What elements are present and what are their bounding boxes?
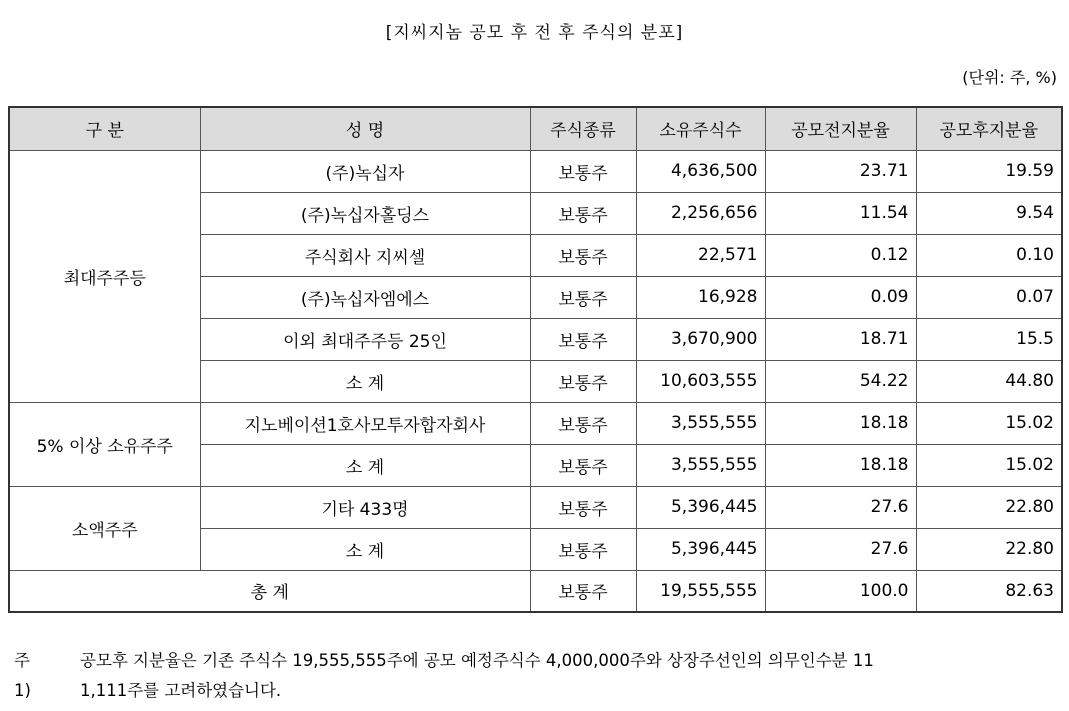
header-category: 구 분 <box>9 107 200 150</box>
cell-post: 22.80 <box>916 528 1062 570</box>
cell-pre: 11.54 <box>765 192 916 234</box>
cell-shares: 16,928 <box>636 276 765 318</box>
cell-shares: 3,670,900 <box>636 318 765 360</box>
footnote-line-1: 공모후 지분율은 기존 주식수 19,555,555주에 공모 예정주식수 4,000,000주와 상장주선인의 의무인수분 11 <box>80 651 874 670</box>
cell-pre: 18.18 <box>765 402 916 444</box>
table-header-row <box>9 107 1062 150</box>
cell-shares: 4,636,500 <box>636 150 765 192</box>
cell-post: 0.10 <box>916 234 1062 276</box>
cell-type: 보통주 <box>530 444 636 486</box>
group-minority-holders: 소액주주 <box>9 486 200 570</box>
cell-shares: 5,396,445 <box>636 528 765 570</box>
cell-type: 보통주 <box>530 402 636 444</box>
cell-type: 보통주 <box>530 486 636 528</box>
cell-name: 이외 최대주주등 25인 <box>200 318 530 360</box>
cell-post: 19.59 <box>916 150 1062 192</box>
group-five-percent-holders: 5% 이상 소유주주 <box>9 402 200 486</box>
cell-pre: 54.22 <box>765 360 916 402</box>
header-post-ipo-ratio: 공모후지분율 <box>916 107 1062 150</box>
total-label: 총 계 <box>9 570 530 612</box>
cell-pre: 27.6 <box>765 528 916 570</box>
cell-pre: 0.12 <box>765 234 916 276</box>
share-distribution-table <box>8 106 1063 613</box>
cell-pre: 18.18 <box>765 444 916 486</box>
cell-post: 0.07 <box>916 276 1062 318</box>
cell-pre: 27.6 <box>765 486 916 528</box>
cell-pre: 100.0 <box>765 570 916 612</box>
cell-shares: 22,571 <box>636 234 765 276</box>
cell-type: 보통주 <box>530 570 636 612</box>
cell-post: 44.80 <box>916 360 1062 402</box>
cell-post: 9.54 <box>916 192 1062 234</box>
header-name: 성 명 <box>200 107 530 150</box>
cell-name: (주)녹십자 <box>200 150 530 192</box>
table-row <box>9 486 1062 528</box>
cell-shares: 2,256,656 <box>636 192 765 234</box>
cell-post: 82.63 <box>916 570 1062 612</box>
cell-type: 보통주 <box>530 360 636 402</box>
header-share-type: 주식종류 <box>530 107 636 150</box>
cell-type: 보통주 <box>530 528 636 570</box>
cell-type: 보통주 <box>530 276 636 318</box>
cell-name: 소 계 <box>200 360 530 402</box>
cell-shares: 10,603,555 <box>636 360 765 402</box>
cell-name: 소 계 <box>200 528 530 570</box>
cell-name: 지노베이션1호사모투자합자회사 <box>200 402 530 444</box>
cell-post: 15.02 <box>916 402 1062 444</box>
cell-pre: 0.09 <box>765 276 916 318</box>
header-pre-ipo-ratio: 공모전지분율 <box>765 107 916 150</box>
table-row <box>9 402 1062 444</box>
cell-name: (주)녹십자엠에스 <box>200 276 530 318</box>
unit-label: (단위: 주, %) <box>962 68 1057 87</box>
cell-type: 보통주 <box>530 150 636 192</box>
cell-name: 주식회사 지씨셀 <box>200 234 530 276</box>
footnote-line-2: 1,111주를 고려하였습니다. <box>80 681 282 700</box>
cell-shares: 3,555,555 <box>636 444 765 486</box>
cell-type: 보통주 <box>530 234 636 276</box>
header-shares-owned: 소유주식수 <box>636 107 765 150</box>
cell-name: 소 계 <box>200 444 530 486</box>
footnote-label: 주1) <box>14 651 31 700</box>
group-largest-shareholders: 최대주주등 <box>9 150 200 402</box>
cell-pre: 18.71 <box>765 318 916 360</box>
cell-pre: 23.71 <box>765 150 916 192</box>
document-title: [지씨지놈 공모 후 전 후 주식의 분포] <box>385 23 684 43</box>
cell-post: 15.02 <box>916 444 1062 486</box>
cell-name: 기타 433명 <box>200 486 530 528</box>
cell-post: 15.5 <box>916 318 1062 360</box>
cell-shares: 3,555,555 <box>636 402 765 444</box>
table-row <box>9 150 1062 192</box>
total-row <box>9 570 1062 612</box>
cell-type: 보통주 <box>530 192 636 234</box>
cell-shares: 19,555,555 <box>636 570 765 612</box>
cell-shares: 5,396,445 <box>636 486 765 528</box>
cell-name: (주)녹십자홀딩스 <box>200 192 530 234</box>
cell-type: 보통주 <box>530 318 636 360</box>
cell-post: 22.80 <box>916 486 1062 528</box>
